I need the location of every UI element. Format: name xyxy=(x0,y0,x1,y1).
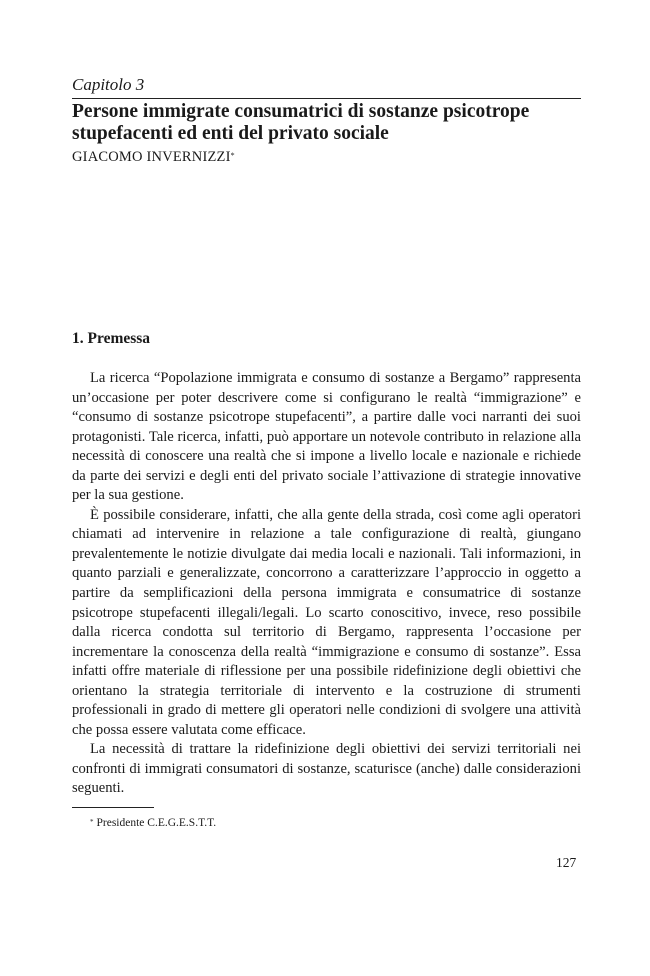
chapter-rule xyxy=(72,98,581,99)
footnote-rule xyxy=(72,807,154,808)
paragraph-2: È possibile considerare, infatti, che alla gente della strada, così come agli operatori chiamati ad intervenire in relazione a tale configurazione di realtà, giungano prevalentemente le notizie divulgate dai media locali e nazionali. Tali informazioni, in quanto parziali e generalizzate, concorrono a caratterizzare l’approccio in oggetto a partire da semplificazioni della persona immigrata e consumatrice di sostanze psicotrope stupefacenti illegali/legali. Lo scarto conoscitivo, invece, reso possibile dalla ricerca condotta sul territorio di Bergamo, rappresenta l’occasione per incrementare la conoscenza della realtà “immigrazione e consumo di sostanze”. Essa infatti offre materiale di riflessione per una possibile ridefinizione degli obiettivi che orientano la strategia territoriale di intervento e la costruzione di strumenti professionali in grado di mettere gli operatori nelle condizioni di svolgere una attività che possa essere valutata come efficace. xyxy=(72,506,581,738)
paragraph-1: La ricerca “Popolazione immigrata e consumo di sostanze a Bergamo” rappresenta un’occasione per poter descrivere come si configurano le realtà “immigrazione” e “consumo di sostanze psicotrope stupefacenti”, a partire dalle voci narranti dei suoi protagonisti. Tale ricerca, infatti, può apportare un notevole contributo in relazione alla necessità di conoscere una realtà che si impone a livello locale e nazionale e richiede da parte dei servizi e degli enti del privato sociale l’attivazione di strategie innovative per la sua gestione. xyxy=(72,370,581,504)
author-name: GIACOMO INVERNIZZI xyxy=(72,149,231,165)
paragraph-3: La necessità di trattare la ridefinizione degli obiettivi dei servizi territoriali nei confronti di immigrati consumatori di sostanze, scaturisce (anche) dalle considerazioni seguenti. xyxy=(72,741,581,797)
footnote-mark: * xyxy=(90,818,94,826)
section-heading: 1. Premessa xyxy=(72,330,151,347)
footnote-text: Presidente C.E.G.E.S.T.T. xyxy=(96,817,217,829)
author-line xyxy=(72,147,581,167)
page-number: 127 xyxy=(556,855,577,870)
footnote xyxy=(90,815,216,831)
chapter-header xyxy=(72,74,581,167)
chapter-title: Persone immigrate consumatrici di sostanze psicotrope stupefacenti ed enti del privato sociale xyxy=(72,101,530,144)
author-footnote-mark: * xyxy=(230,151,235,160)
chapter-label: Capitolo 3 xyxy=(72,75,145,94)
body-text xyxy=(72,369,581,799)
